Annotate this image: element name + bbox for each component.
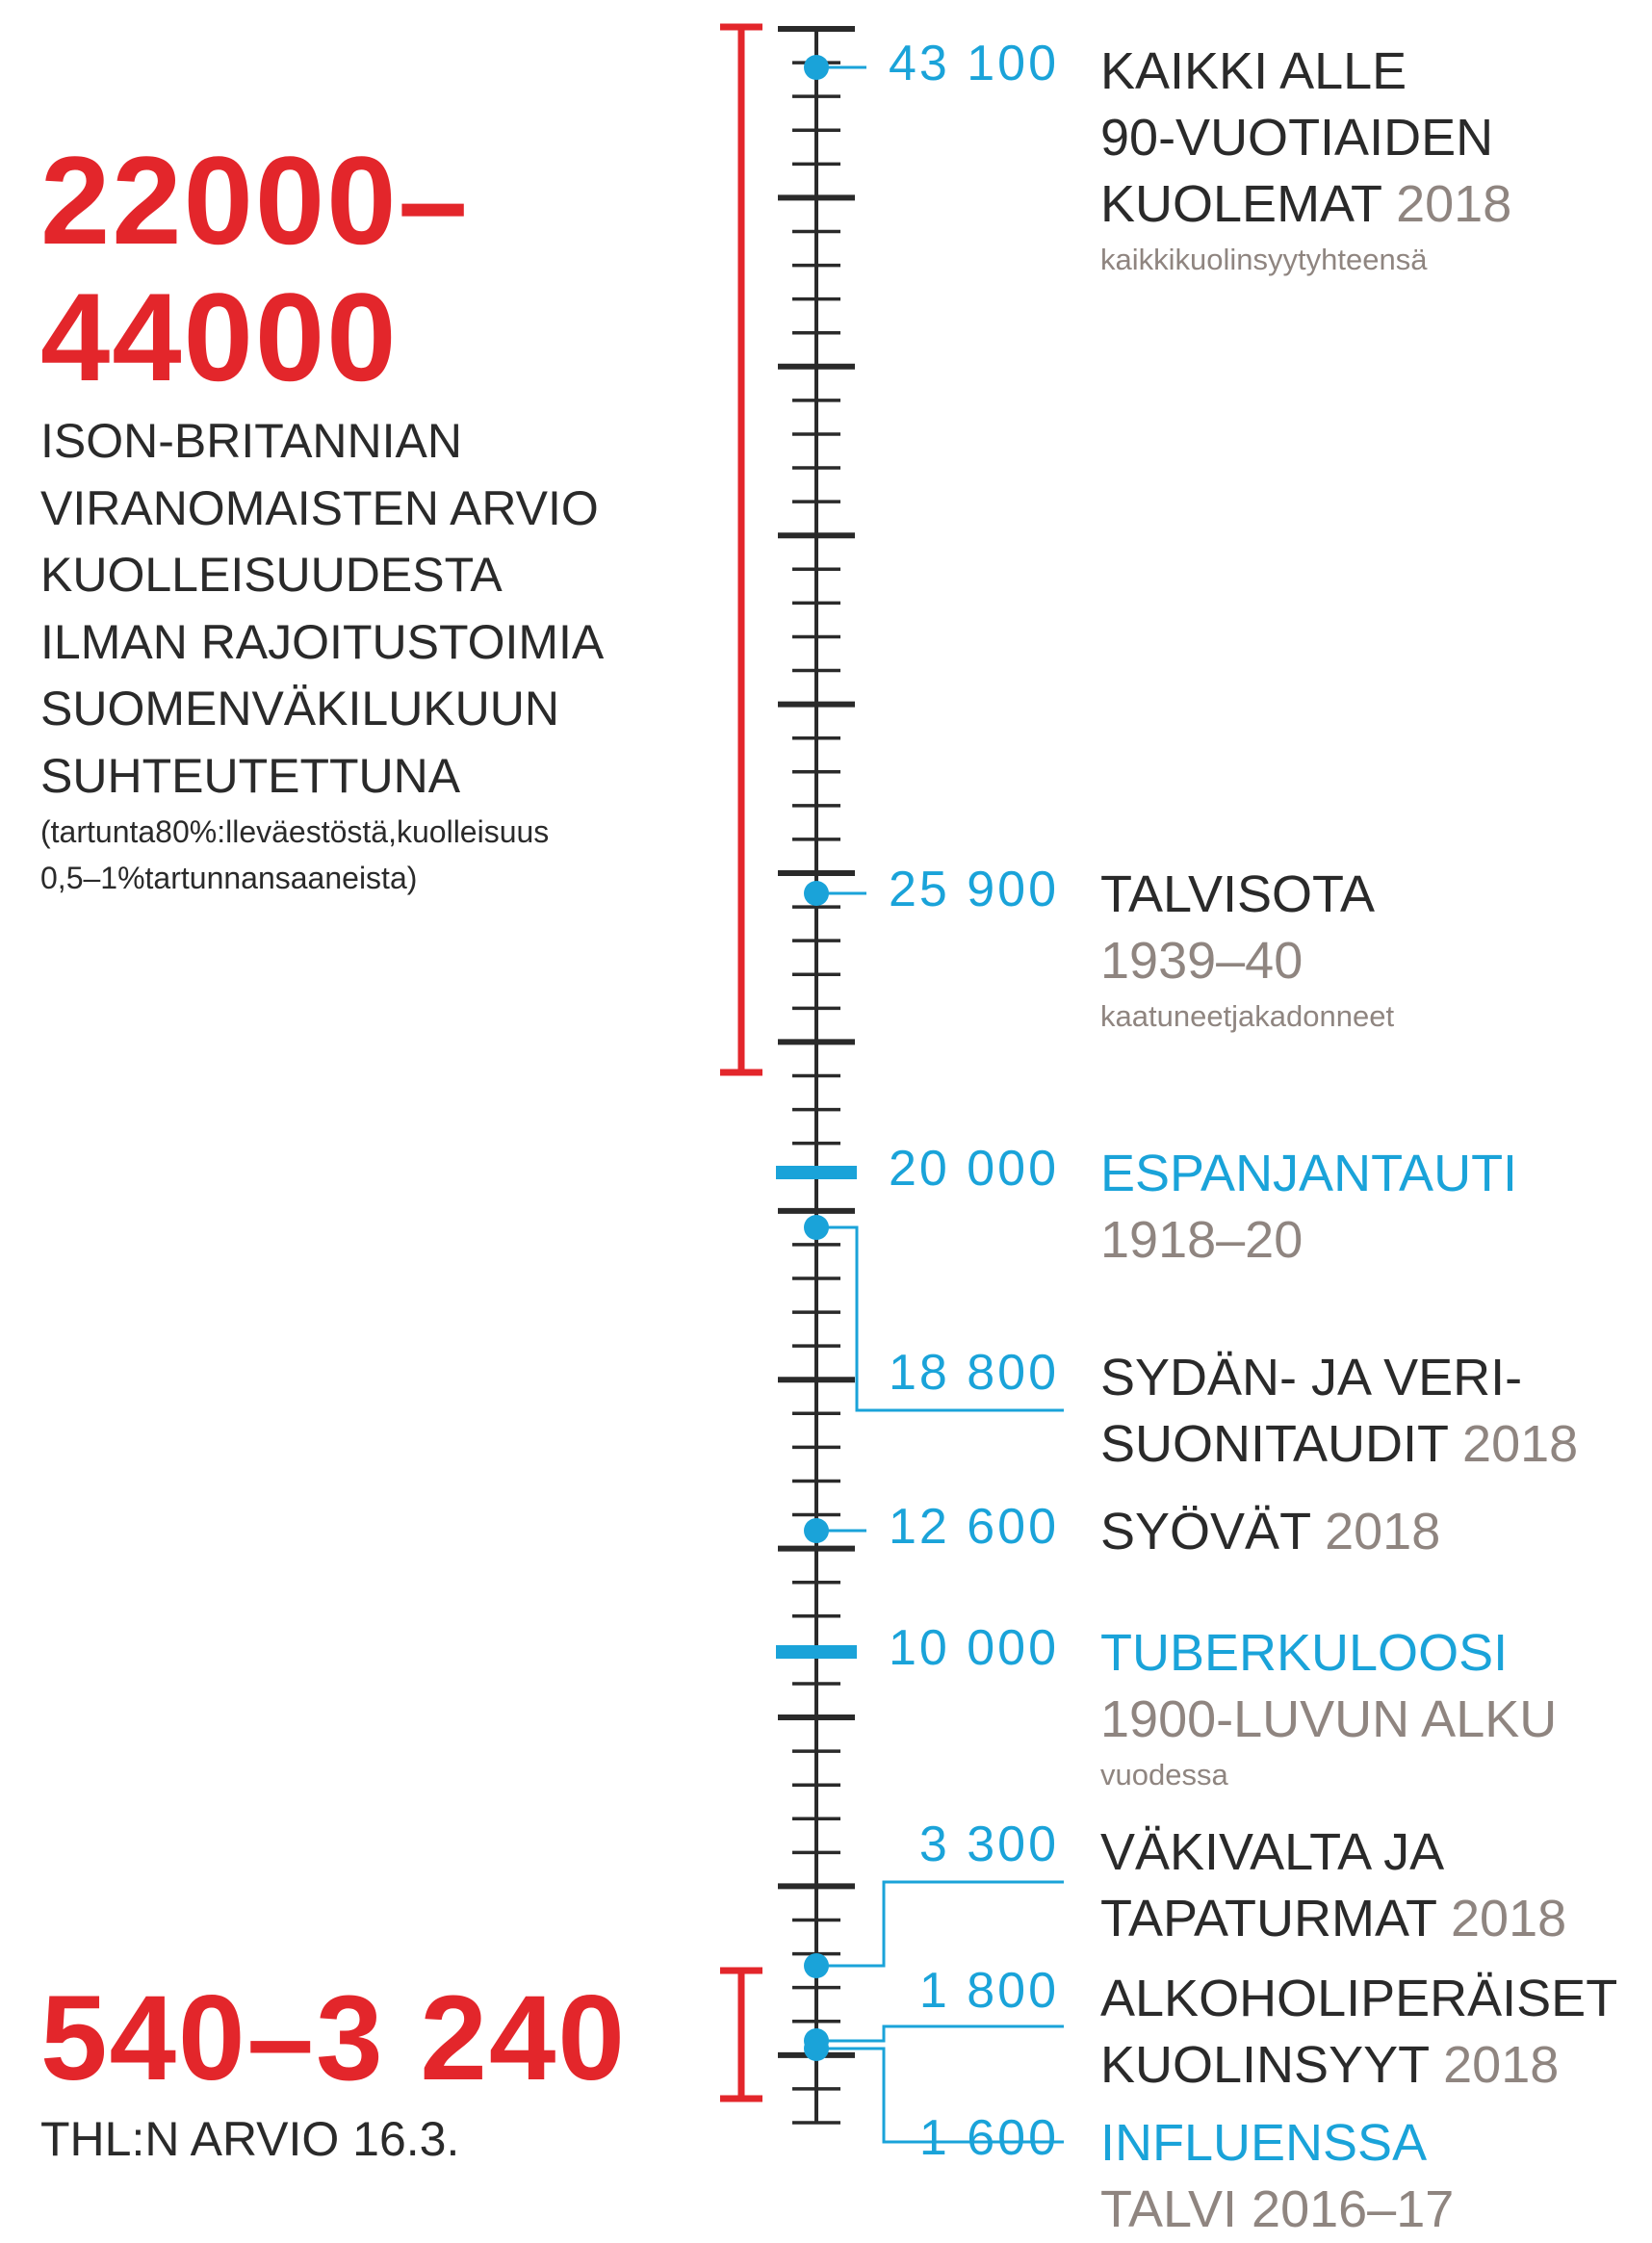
marker-title: VÄKIVALTA JA [1100, 1823, 1445, 1881]
marker-year: 2018 [1325, 1503, 1441, 1560]
highlight-tick [776, 1645, 857, 1659]
marker-label [1100, 2110, 1454, 2243]
marker-label [1100, 1499, 1440, 1565]
marker-year: 2018 [1396, 175, 1512, 233]
marker-label [1100, 1966, 1617, 2099]
marker-value: 10 000 [888, 1620, 1059, 1676]
marker-year: 2018 [1451, 1890, 1567, 1947]
description-line: SUHTEUTETTUNA [40, 748, 461, 803]
marker-title: TAPATURMAT 2018 [1100, 1890, 1567, 1947]
marker-year: 2018 [1462, 1415, 1579, 1473]
marker-value: 20 000 [888, 1141, 1059, 1197]
marker-title: KUOLEMAT 2018 [1100, 175, 1512, 233]
description-line: SUOMENVÄKILUKUUN [40, 682, 559, 735]
marker-title: SYDÄN- JA VERI- [1100, 1349, 1523, 1406]
scale-axis [776, 29, 857, 2123]
upper-estimate-value-line-1: 22000– [40, 130, 470, 271]
upper-estimate-value-line-2: 44000 [40, 267, 399, 407]
marker-note: kaatuneetjakadonneet [1100, 999, 1395, 1033]
marker-title: KUOLINSYYT 2018 [1100, 2036, 1560, 2094]
marker-label [1100, 1819, 1566, 1952]
description-line: ISON-BRITANNIAN [40, 414, 462, 468]
marker-label [1100, 39, 1511, 282]
marker-label [1100, 1620, 1557, 1797]
lower-estimate-value: 540–3 240 [40, 1972, 627, 2105]
marker-value: 1 600 [918, 2110, 1059, 2166]
marker-value: 18 800 [888, 1345, 1059, 1401]
marker-title: ALKOHOLIPERÄISET [1100, 1970, 1618, 2027]
marker-label [1100, 1345, 1578, 1478]
marker-label [1100, 1141, 1517, 1274]
marker-value: 3 300 [918, 1817, 1059, 1872]
marker-period: 1900-LUVUN ALKU [1100, 1690, 1558, 1748]
note-line: (tartunta80%:lleväestöstä,kuolleisuus [40, 814, 550, 849]
marker-title: 90-VUOTIAIDEN [1100, 109, 1494, 167]
note-line: 0,5–1%tartunnansaaneista) [40, 861, 418, 895]
lower-estimate-note: THL:N ARVIO 16.3. [40, 2112, 460, 2166]
marker-note: kaikkikuolinsyytyhteensä [1100, 243, 1428, 276]
marker-title: TALVISOTA [1100, 865, 1376, 923]
marker-title: KAIKKI ALLE [1100, 42, 1407, 100]
marker-year: 2018 [1443, 2036, 1560, 2094]
marker-connector [816, 2026, 1064, 2041]
marker-title: ESPANJANTAUTI [1100, 1145, 1518, 1202]
estimate-brackets [720, 27, 762, 2099]
marker-value: 12 600 [888, 1499, 1059, 1555]
description-line: KUOLLEISUUDESTA [40, 548, 503, 602]
marker-period: 1939–40 [1100, 932, 1304, 990]
marker-period: 1918–20 [1100, 1211, 1304, 1269]
description-line: ILMAN RAJOITUSTOIMIA [40, 614, 605, 669]
upper-estimate-description [40, 408, 714, 810]
marker-label [1100, 862, 1394, 1039]
marker-title: SUONITAUDIT 2018 [1100, 1415, 1579, 1473]
marker-title: SYÖVÄT 2018 [1100, 1503, 1441, 1560]
marker-title: TUBERKULOOSI [1100, 1624, 1509, 1682]
marker-value: 1 800 [918, 1963, 1059, 2019]
upper-estimate-note [40, 809, 714, 901]
highlight-tick [776, 1166, 857, 1179]
marker-value: 25 900 [888, 862, 1059, 917]
marker-period: TALVI 2016–17 [1100, 2180, 1455, 2238]
marker-value: 43 100 [888, 36, 1059, 91]
description-line: VIRANOMAISTEN ARVIO [40, 480, 599, 535]
marker-connector [816, 1882, 1064, 1966]
marker-title: INFLUENSSA [1100, 2114, 1428, 2172]
marker-note: vuodessa [1100, 1758, 1228, 1792]
